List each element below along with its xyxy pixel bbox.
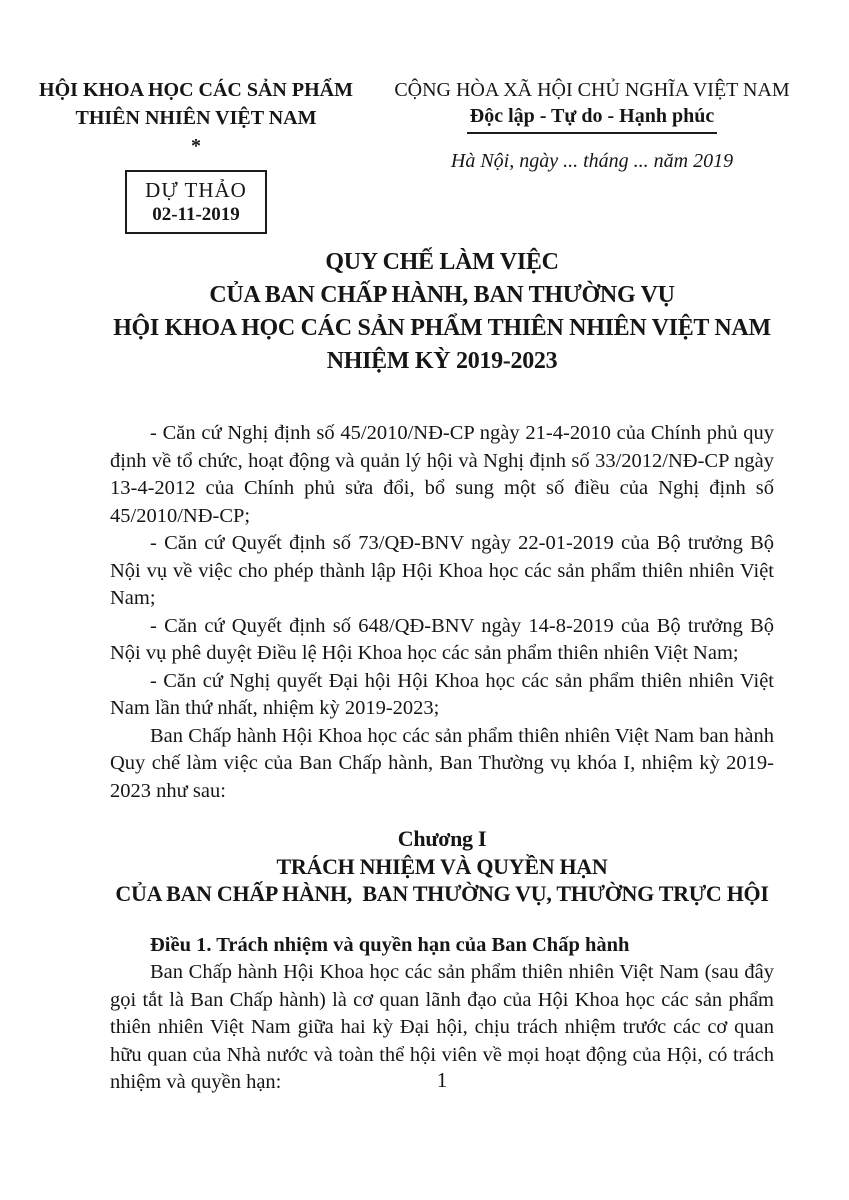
draft-label: DỰ THẢO: [145, 178, 247, 202]
document-header: [0, 0, 849, 234]
preamble-paragraph: Ban Chấp hành Hội Khoa học các sản phẩm thiên nhiên Việt Nam ban hành Quy chế làm việc của Ban Chấp hành, Ban Thường vụ khóa I, nhiệm kỳ 2019-2023 như sau:: [110, 724, 774, 802]
page-number: 1: [436, 1068, 448, 1092]
chapter-title-line2: CỦA BAN CHẤP HÀNH, BAN THƯỜNG VỤ, THƯỜNG TRỰC HỘI: [115, 881, 769, 906]
title-line-3: HỘI KHOA HỌC CÁC SẢN PHẨM THIÊN NHIÊN VIỆT NAM: [113, 315, 771, 341]
preamble-paragraph: - Căn cứ Nghị định số 45/2010/NĐ-CP ngày 21-4-2010 của Chính phủ quy định về tổ chức, hoạt động và quản lý hội và Nghị định số 33/2012/NĐ-CP ngày 13-4-2012 của Chính phủ sửa đổi, bổ sung một số điều của Nghị định số 45/2010/NĐ-CP;: [110, 422, 774, 527]
preamble-section: [110, 420, 774, 805]
org-name-line1: HỘI KHOA HỌC CÁC SẢN PHẨM: [39, 79, 353, 101]
national-motto: Độc lập - Tự do - Hạnh phúc: [467, 104, 717, 134]
star-separator: *: [191, 135, 201, 157]
chapter-number: Chương I: [397, 826, 487, 851]
draft-stamp-box: [125, 170, 267, 234]
preamble-paragraph: - Căn cứ Quyết định số 648/QĐ-BNV ngày 14-8-2019 của Bộ trưởng Bộ Nội vụ phê duyệt Điều lệ Hội Khoa học các sản phẩm thiên nhiên Việt Nam;: [110, 614, 774, 664]
document-title: [110, 246, 774, 378]
chapter-heading: [110, 825, 774, 908]
preamble-paragraph: - Căn cứ Nghị quyết Đại hội Hội Khoa học các sản phẩm thiên nhiên Việt Nam lần thứ nhất, nhiệm kỳ 2019-2023;: [110, 669, 774, 719]
preamble-paragraph: - Căn cứ Quyết định số 73/QĐ-BNV ngày 22-01-2019 của Bộ trưởng Bộ Nội vụ về việc cho phép thành lập Hội Khoa học các sản phẩm thiên nhiên Việt Nam;: [110, 532, 774, 609]
place-date-line: Hà Nội, ngày ... tháng ... năm 2019: [450, 150, 734, 172]
title-line-1: QUY CHẾ LÀM VIỆC: [325, 249, 559, 275]
article-1-body: Ban Chấp hành Hội Khoa học các sản phẩm thiên nhiên Việt Nam (sau đây gọi tắt là Ban Chấp hành) là cơ quan lãnh đạo của Hội Khoa học các sản phẩm thiên nhiên Việt Nam giữa hai kỳ Đại hội, chịu trách nhiệm trước các cơ quan hữu quan của Nhà nước và toàn thể hội viên về mọi hoạt động của Hội, có trách nhiệm và quyền hạn:: [110, 961, 774, 1093]
draft-date: 02-11-2019: [152, 204, 240, 225]
national-title: CỘNG HÒA XÃ HỘI CHỦ NGHĨA VIỆT NAM: [394, 79, 790, 101]
document-body: [110, 246, 774, 1097]
national-motto-block: [374, 76, 810, 234]
article-1-heading: Điều 1. Trách nhiệm và quyền hạn của Ban Chấp hành: [150, 933, 630, 956]
issuing-org-block: [18, 76, 374, 234]
org-name-line2: THIÊN NHIÊN VIỆT NAM: [75, 107, 317, 129]
chapter-title-line1: TRÁCH NHIỆM VÀ QUYỀN HẠN: [276, 853, 608, 879]
title-line-2: CỦA BAN CHẤP HÀNH, BAN THƯỜNG VỤ: [209, 282, 675, 308]
title-line-4: NHIỆM KỲ 2019-2023: [326, 348, 558, 374]
